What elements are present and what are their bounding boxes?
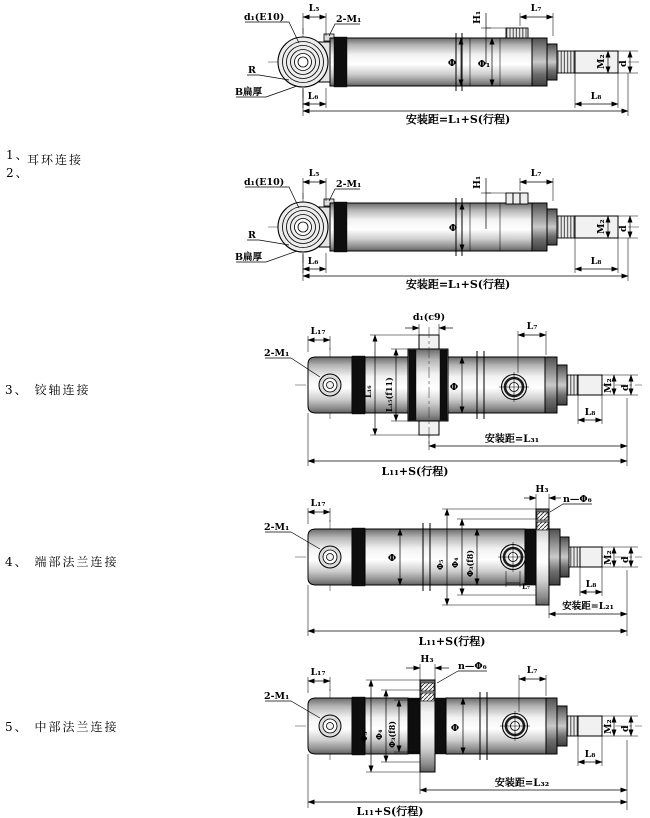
label-mount-distance: 安装距=L₃₂ <box>494 778 550 789</box>
label-l8: L₈ <box>590 91 602 102</box>
cap-boss <box>319 715 341 737</box>
piston-rod <box>580 547 602 567</box>
label-l6: L₆ <box>307 91 319 102</box>
label-m2: M₂ <box>603 550 614 565</box>
section-2-number: 2、 <box>6 166 30 180</box>
label-mount-distance: 安装距=L₁+S(行程) <box>405 113 511 126</box>
label-mount-distance: 安装距=L₁+S(行程) <box>405 278 511 291</box>
label-l8: L₈ <box>584 749 596 760</box>
label-bore: Φ <box>450 723 460 734</box>
label-2m1: 2-M₁ <box>264 522 290 533</box>
oil-port-boss <box>506 28 528 38</box>
label-l5: L₅ <box>308 168 320 179</box>
label-flat: B扁厚 <box>235 87 263 98</box>
section-3-label: 3、 铰轴连接 <box>5 383 91 397</box>
label-l17: L₁₇ <box>310 667 326 678</box>
diagram-1-eye-mount <box>235 3 642 126</box>
label-rod-d: d <box>620 725 631 732</box>
label-bore: Φ <box>447 58 457 69</box>
label-m2: M₂ <box>596 219 607 234</box>
label-l6: L₆ <box>307 256 319 267</box>
label-l17: L₁₇ <box>310 498 326 509</box>
label-pin-dia: d₁(c9) <box>412 312 446 323</box>
label-l17: L₁₇ <box>310 326 326 337</box>
label-bolt-holes: n—Φ₆ <box>563 494 592 505</box>
label-m2: M₂ <box>603 719 614 734</box>
diagram-3-trunnion-mount <box>264 312 642 478</box>
label-m2: M₂ <box>596 54 607 69</box>
label-radius: R <box>248 230 256 241</box>
label-l7: L₇ <box>530 3 542 14</box>
label-l8: L₈ <box>590 256 602 267</box>
label-mount-distance: 安装距=L₂₁ <box>562 601 614 612</box>
label-h3: H₃ <box>420 654 434 665</box>
label-total-length: L₁₁+S(行程) <box>356 805 424 818</box>
diagram-2-eye-mount <box>235 168 642 291</box>
cap-boss <box>319 374 341 396</box>
label-bore1: Φ₁ <box>477 59 491 70</box>
label-flange-od: Φ₅ <box>435 559 445 570</box>
piston-rod <box>578 716 602 736</box>
label-2m1: 2-M₁ <box>264 691 290 702</box>
label-mount-distance: 安装距=L₃₁ <box>484 434 540 445</box>
oil-port-boss <box>506 193 528 204</box>
label-flange-od: Φ₅ <box>359 731 369 742</box>
label-2m1: 2-M₁ <box>336 14 362 25</box>
label-h1: H₁ <box>472 10 483 24</box>
label-l7: L₇ <box>526 321 538 332</box>
label-l16: L₁₆ <box>363 385 373 398</box>
label-l8: L₈ <box>585 579 597 590</box>
label-pin-dia: d₁(E10) <box>244 177 285 188</box>
label-bolt-circle: Φ₄ <box>450 557 460 568</box>
label-spigot: Φ₃(f8) <box>387 720 397 748</box>
label-l7: L₇ <box>530 168 542 179</box>
label-flat: B扁厚 <box>235 252 263 263</box>
label-spigot: Φ₃(f8) <box>465 549 475 577</box>
label-bore: Φ <box>449 382 459 393</box>
piston-rod <box>578 375 602 395</box>
label-h1: H₁ <box>472 175 483 189</box>
diagram-5-mid-flange-mount <box>264 654 642 818</box>
label-total-length: L₁₁+S(行程) <box>418 635 486 648</box>
label-l7: L₇ <box>522 582 530 591</box>
section-1-number: 1、 <box>6 148 30 162</box>
label-pin-dia: d₁(E10) <box>244 12 285 23</box>
label-rod-d: d <box>620 556 631 563</box>
label-bore: Φ <box>448 223 458 234</box>
label-2m1: 2-M₁ <box>264 348 290 359</box>
label-l5: L₅ <box>308 3 320 14</box>
label-bolt-holes: n—Φ₆ <box>458 661 487 672</box>
label-rod-d: d <box>618 225 629 232</box>
label-bolt-circle: Φ₄ <box>374 729 384 740</box>
label-bore: Φ <box>387 553 397 564</box>
cap-boss <box>319 546 341 568</box>
label-radius: R <box>248 65 256 76</box>
label-h3: H₃ <box>535 484 549 495</box>
label-m2: M₂ <box>603 378 614 393</box>
label-l7: L₇ <box>526 665 538 676</box>
label-l8: L₈ <box>584 407 596 418</box>
section-4-label: 4、 端部法兰连接 <box>5 555 119 569</box>
section-1-2-label: 耳环连接 <box>27 153 84 167</box>
diagram-4-end-flange-mount <box>264 484 642 648</box>
label-2m1: 2-M₁ <box>336 179 362 190</box>
section-5-label: 5、 中部法兰连接 <box>5 720 119 734</box>
label-rod-d: d <box>618 60 629 67</box>
label-total-length: L₁₁+S(行程) <box>381 465 449 478</box>
label-l15: L₁₅(f11) <box>384 377 394 412</box>
label-rod-d: d <box>620 384 631 391</box>
